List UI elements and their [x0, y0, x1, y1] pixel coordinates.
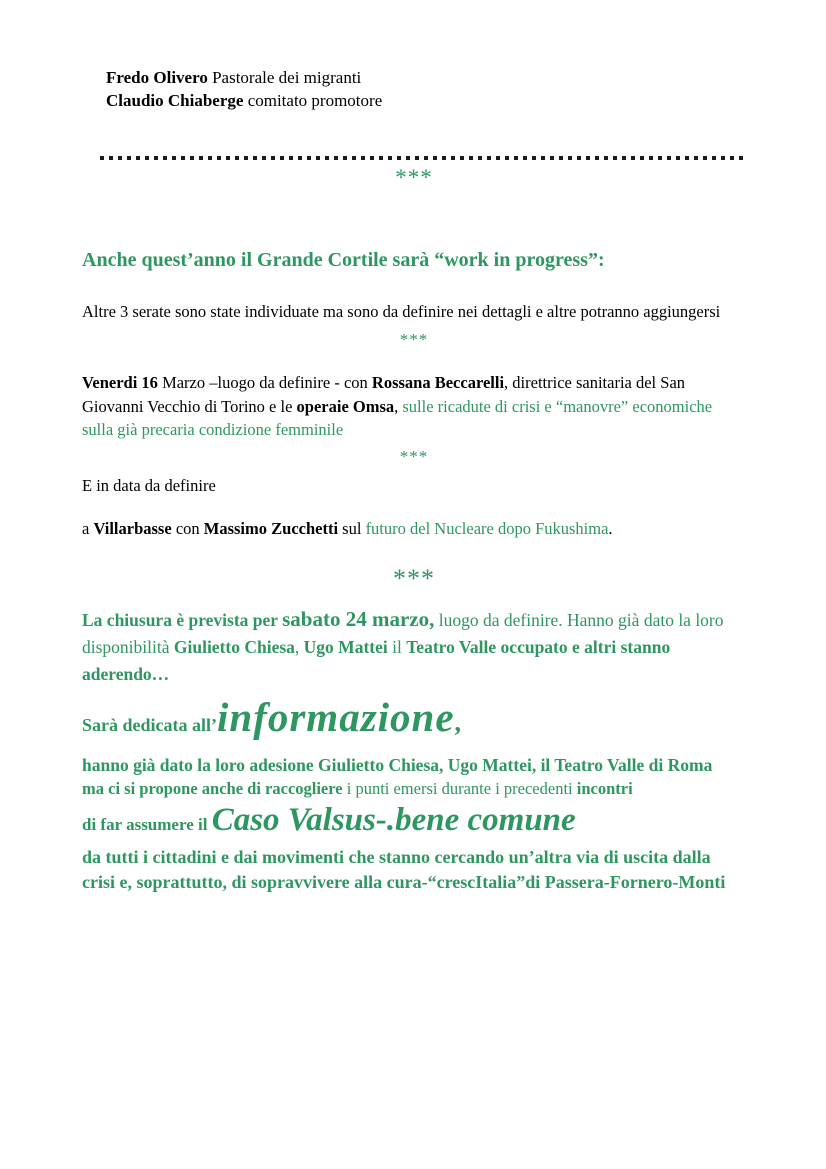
- paragraph-altre-serate: Altre 3 serate sono state individuate ma sono da definire nei dettagli e altre potranno aggiungersi: [82, 302, 721, 321]
- paragraph-data-da-definire: E in data da definire: [82, 475, 216, 495]
- stars-separator-small-1: ***: [399, 330, 429, 349]
- guest-name-teatro-valle: Teatro Valle occupato e altri stanno aderendo…: [82, 636, 671, 684]
- keyword-caso-valsus: Caso Valsus-.bene comune: [211, 802, 576, 838]
- guest-name-chiesa: Giulietto Chiesa: [173, 636, 295, 657]
- paragraph-dedicata: [82, 691, 746, 751]
- signatory-name-1: Fredo Olivero: [106, 68, 208, 87]
- place-villarbasse: Villarbasse: [93, 518, 172, 538]
- guest-name-zucchetti: Massimo Zucchetti: [203, 518, 339, 538]
- signatory-line-2: [106, 89, 746, 112]
- event-text: , direttrice sanitaria del San Giovanni Vecchio di Torino e le: [82, 373, 686, 416]
- paragraph-raccogliere: [82, 777, 746, 800]
- signatory-line-1: [106, 66, 746, 89]
- event-text: Marzo –luogo da definire - con: [157, 373, 372, 392]
- stars-separator-top: ***: [395, 165, 433, 190]
- signatory-role-2: comitato promotore: [243, 91, 383, 110]
- guest-name-mattei: Ugo Mattei: [303, 636, 388, 657]
- event-topic: sulle ricadute di crisi e “manovre” economiche sulla già precaria condizione femminile: [82, 396, 713, 439]
- guest-name-beccarelli: Rossana Beccarelli: [371, 373, 505, 392]
- event-text: ,: [394, 396, 403, 416]
- closing-date: sabato 24 marzo,: [282, 606, 435, 631]
- period: .: [608, 518, 613, 538]
- keyword-informazione: informazione: [217, 693, 455, 740]
- event-topic: futuro del Nucleare dopo Fukushima: [365, 518, 609, 538]
- caso-intro: di far assumere il: [82, 815, 212, 834]
- event-text: a: [82, 518, 94, 538]
- stars-separator-big: ***: [393, 563, 435, 593]
- paragraph-chiusura: [82, 606, 746, 688]
- paragraph-adesione: hanno già dato la loro adesione Giulietto Chiesa, Ugo Mattei, il Teatro Valle di Roma: [82, 754, 713, 775]
- comma: ,: [454, 707, 462, 737]
- event-text: sul: [338, 518, 366, 538]
- guest-name-omsa: operaie Omsa: [296, 396, 395, 416]
- closing-text: il: [387, 636, 407, 657]
- closing-intro: La chiusura è prevista per: [82, 609, 283, 630]
- signatories-block: [106, 66, 746, 112]
- dotted-divider: [100, 156, 748, 160]
- event-date: Venerdi 16: [82, 373, 158, 392]
- signatory-name-2: Claudio Chiaberge: [106, 91, 244, 110]
- event-text: con: [171, 518, 204, 538]
- paragraph-villarbasse: [82, 517, 746, 540]
- stars-separator-small-2: ***: [399, 446, 429, 466]
- paragraph-finale: da tutti i cittadini e dai movimenti che stanno cercando un’altra via di uscita dalla crisi e, soprattutto, di sopravvivere alla cura-“crescItalia”di Passera-Fornero-Monti: [82, 847, 726, 892]
- closing-text: luogo da definire. Hanno già dato la loro disponibilità: [82, 609, 724, 657]
- paragraph-venerdi: [82, 371, 746, 442]
- proposal-emphasis: incontri: [576, 779, 633, 798]
- paragraph-caso-valsus: [82, 800, 746, 845]
- proposal-text: i punti emersi durante i precedenti: [346, 779, 577, 798]
- proposal-intro: ma ci si propone anche di raccogliere: [82, 779, 347, 798]
- signatory-role-1: Pastorale dei migranti: [207, 68, 362, 87]
- closing-text: ,: [294, 636, 304, 657]
- dedicata-intro: Sarà dedicata all’: [82, 714, 217, 735]
- section-heading: Anche quest’anno il Grande Cortile sarà “work in progress”:: [82, 249, 605, 271]
